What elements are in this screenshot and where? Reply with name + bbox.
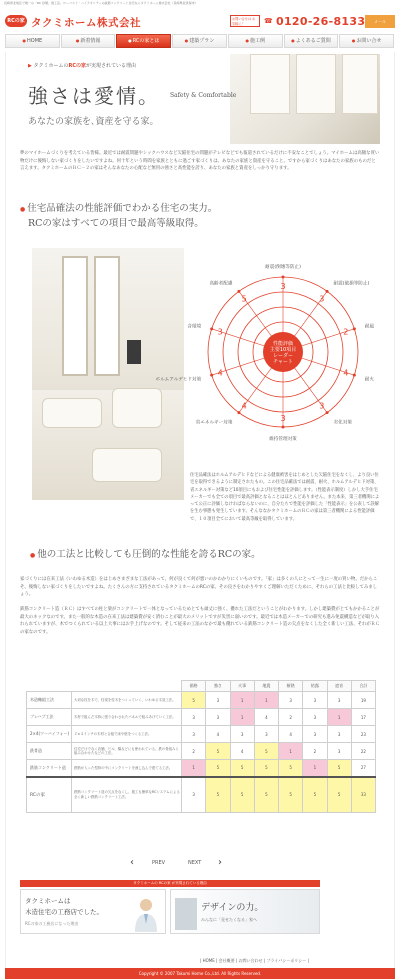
nav-bullet-icon: ● [22,38,27,43]
tall-window [62,256,88,376]
hero-photo [230,54,380,144]
nav-bullet-icon: ● [75,38,80,43]
footer-copyright: Copyright © 2007 Takumi Home Co.,Ltd. All Rights Reserved. [5,968,395,979]
radar-axis-label: 高齢者配慮 [209,281,233,287]
phone-icon: ☎ [264,17,273,25]
radar-level-label: 2 [343,327,349,337]
table-row [27,743,376,760]
radar-level-label: 3 [319,294,325,304]
score-cell: 19 [351,692,375,709]
section2-para1: 家づくりには在来工法（いわゆる木造）をはじめさまざまな工法があって、何が良くて何が悪いのかわかりにくいものです。「家」は多くの人にとって一生に一度の買い物。だからこそ、後悔しない家づくりをしたいですよね。たくさんの方に支持されているタクミホームのRCの家、その良さをわかりやすくご理解いただくために、それらの工法と比較してみましょう。 [20,577,378,597]
table-corner [27,681,72,692]
nav-bullet-icon: ● [291,38,295,43]
column-header: 強さ [206,681,230,692]
score-cell: 4 [230,743,254,760]
radar-axis-label: 耐火 [364,377,374,383]
method-description: 大切な柱を木で、柱梁を柱木をつくっていく、いわゆる木造工法。 [72,692,182,709]
mail-button[interactable]: メール [365,15,395,28]
radar-center-text: レーダー [272,353,294,359]
banner-top-bar: タクミホームの RCの家 が実現されている理由 [20,880,320,887]
radar-point [210,327,213,330]
banner-left-line2: 木造住宅の工務店でした。 [25,908,103,916]
radar-chart [155,242,378,467]
table-header-row [27,681,376,692]
score-cell: 4 [206,726,230,743]
hero-tagline: ▶ タクミホームのRCの家が実現されている理由 [28,63,137,69]
hero-subtitle: あなたの家族を､資産を守る家。 [28,117,159,127]
score-cell: 3 [303,692,327,709]
score-cell: 3 [327,726,351,743]
table-row [27,726,376,743]
radar-level-label: 3 [280,282,286,291]
footer-links[interactable]: | HOME | 会社概要 | お問い合わせ | プライバシーポリシー | [200,958,309,963]
radar-axis-label: 音環境 [187,324,202,330]
method-name: RCの家 [27,777,72,813]
radar-point [210,374,213,377]
nav-home[interactable]: ●HOME [5,34,60,48]
score-cell: 5 [279,760,303,777]
sofa [42,398,102,428]
radar-level-label: 5 [241,294,247,304]
section1-heading: ● 住宅品確法の性能評価でわかる住宅の実力。 RCの家はすべての項目で最高等級取得。 [20,203,218,229]
column-header: 価格 [182,681,206,692]
nav-bullet-icon: ● [128,38,132,43]
radar-point [353,327,356,330]
radar-point [282,276,285,279]
method-description: 住宅だけでなく店舗、ビル、橋などにも使われている、鉄の骨組みと組み合わせたなどの工法。 [72,743,182,760]
score-cell: 2 [279,709,303,726]
bottom-banner [20,880,320,938]
phone-number[interactable]: 0120-26-8133 [276,15,366,28]
score-cell: 5 [206,760,230,777]
score-cell: 2 [182,743,206,760]
score-cell: 1 [327,709,351,726]
radar-level-label: 3 [217,327,223,337]
score-cell: 3 [230,726,254,743]
sofa [112,388,162,428]
radar-point [353,374,356,377]
method-description: 鉄筋が入った型枠の中にコンクリートを流し込んで建てる工法。 [72,760,182,777]
banner-right-title: デザインの力。 [201,903,264,913]
score-cell: 3 [206,692,230,709]
comparison-table [26,680,376,813]
score-cell: 33 [351,777,375,813]
score-cell: 5 [254,743,278,760]
nav-contact[interactable]: ●お問い合せ [339,34,394,48]
score-cell: 5 [206,777,230,813]
logo-badge[interactable]: RCの家 [5,15,27,27]
stove [127,340,141,364]
table-corner [72,681,182,692]
score-cell: 5 [254,760,278,777]
method-description: 木材で組んだ木枠に張り合わされたパネルで組みあげていく工法。 [72,709,182,726]
bullet-icon: ● [30,552,36,559]
site-header [0,6,400,34]
score-cell: 1 [230,692,254,709]
radar-center-text: チャート [273,359,293,365]
house-image [175,898,197,930]
radar-point [326,411,329,414]
radar-level-label: 3 [319,401,325,411]
table-row [27,692,376,709]
prev-arrow-icon[interactable]: ‹ [130,857,134,868]
score-cell: 5 [182,692,206,709]
table-row [27,709,376,726]
window-pane [342,54,378,114]
tall-window [94,256,120,376]
column-header: 合計 [351,681,375,692]
score-cell: 3 [327,743,351,760]
radar-axis-label: 耐震(破損等防止) [333,281,370,287]
nav-news[interactable]: ●新着情報 [61,34,116,48]
score-cell: 1 [230,709,254,726]
window-pane [296,54,336,114]
score-cell: 23 [351,726,375,743]
score-cell: 5 [230,760,254,777]
section2-heading: ● 他の工法と比較しても圧倒的な性能を誇るRCの家。 [30,549,261,560]
radar-axis-label: 省エネルギー対策 [195,420,233,426]
score-cell: 3 [254,726,278,743]
banner-left-line1: タクミホームは [25,897,71,905]
nav-about-rc[interactable]: ●RCの家とは [116,34,171,48]
score-cell: 3 [327,692,351,709]
pager [130,858,240,870]
column-header: 結露 [303,681,327,692]
score-cell: 3 [303,726,327,743]
table-row [27,760,376,777]
method-name: プレハブ工法 [27,709,72,726]
nav-faq[interactable]: ●よくあるご質問 [284,34,339,48]
method-name: 鉄筋コンクリート造 [27,760,72,777]
score-cell: 5 [206,743,230,760]
company-name[interactable]: タクミホーム株式会社 [31,17,141,29]
score-cell: 1 [254,692,278,709]
score-cell: 4 [254,709,278,726]
score-cell: 1 [303,760,327,777]
prev-link[interactable]: PREV [152,860,166,866]
nav-bullet-icon: ● [245,38,249,43]
banner-right-sub: みんなに「見せたくなる」家へ [201,917,257,922]
column-header: 断熱 [279,681,303,692]
score-cell: 5 [327,777,351,813]
comparison-body [27,692,376,813]
arrow-icon: ▶ [28,63,32,69]
interior-photo [32,248,184,500]
score-cell: 5 [254,777,278,813]
nav-bullet-icon: ● [351,38,356,43]
section2-para2: 鉄筋コンクリート造（ＲＣ）はすべての柱と梁がコンクリートで一体となっているためとても頑丈に強く、優れた工法だということがわかります。しかし建築費がとてもかかることが最大のネックなのです。また一般的な木造の在来工法は建築費が安く済むことが最大のメリットですが災害に弱いのです。最近では木造メーカーでの研究も進み免震構造などが取り入れられていますが、木でつくられている以上大事にはお手上げなのです。そして従来の工法のなかで最も優れている鉄筋コンクリート造の欠点をなくした全く新しい工法、それがＲＣの家なのです。 [20,607,380,635]
contact-label: お問い合せは お気軽に！ [230,15,260,27]
score-cell: 5 [279,777,303,813]
column-header: 地震 [254,681,278,692]
banner-right-link[interactable] [170,889,320,934]
banner-left-link[interactable] [20,889,166,934]
person-image [133,896,159,932]
score-cell: 1 [279,743,303,760]
score-cell: 5 [327,760,351,777]
hero-title: 強さは愛情。 [28,84,160,108]
radar-center-text: 性能評価 [272,341,294,347]
intro-text: 夢のマイホームづくりを考えている皆様。最近では耐震問題やシックハウスなど欠陥住宅の問題がテレビなどでも報道されているだけに不安なことでしょう。マイホームは高額な買い物だけに後悔しない家づくりをしたいですよね。何十年という時間を家族とともに過ごす家づくりは、あなたの家族と資産を守ること。ですから家づくりはあなたの家族のものだと言えます。タクミホームのＲＣ－２の家はそんなあなたの心配など無用の強さと高性能を誇り、あなたの家族と資産をしっかり守ります。 [20,151,380,171]
next-arrow-icon[interactable]: › [218,857,222,868]
score-cell: 3 [303,709,327,726]
performance-text: 住宅品確法はホルムアルデヒドなどによる健康被害をはじめとした欠陥住宅をなくし、より良い住宅を取得できるように制定されたもの。この住宅品確法では耐震、耐火、ホルムアルデヒド対策、省エネルギー対策など10項目にもおよび住宅性能を評価します。（性能表示制度）しかし大手住宅メーカーでも全ての項目で最高評価となることはほとんどありません。また本来、第三者機関によって公正に評価しなければならないのに、自分たちで性能を評価した「性能表示」を公表して誤解を生む事態も発生しています。そんななかタクミホームのＲＣの家は第三者機関による性能評価で、１０項目全てにおいて最高等級を取得しています。 [190,473,380,522]
hero-title-en: Safety & Comfortable [170,92,237,99]
next-link[interactable]: NEXT [188,860,202,866]
nav-plans[interactable]: ●建築プラン [172,34,227,48]
score-cell: 5 [230,777,254,813]
window-pane [250,54,290,114]
radar-point [326,290,329,293]
radar-level-label: 4 [241,401,247,411]
column-header: 火事 [230,681,254,692]
radar-axis-label: ホルムアルデヒド対策 [155,377,202,383]
hero [20,54,380,144]
score-cell: 5 [303,777,327,813]
table-row [27,777,376,813]
sofa [92,448,162,482]
radar-center-text: 主要10項目 [269,347,297,353]
method-name: 鉄骨造 [27,743,72,760]
radar-point [282,426,285,429]
score-cell: 4 [279,726,303,743]
nav-bullet-icon: ● [184,38,189,43]
radar-point [237,411,240,414]
method-name: 木造軸組工法 [27,692,72,709]
score-cell: 17 [351,709,375,726]
radar-axis-label: 維持管理対策 [269,437,297,442]
radar-axis-label: 劣化対策 [333,420,352,426]
score-cell: 22 [351,743,375,760]
score-cell: 3 [206,709,230,726]
radar-axis-label: 耐震(倒壊等防止) [265,265,301,270]
score-cell: 27 [351,760,375,777]
method-description: 鉄筋コンクリート造の欠点をなくし、施工も簡単なRCシステムによる全く新しい鉄筋コンクリート工法。 [72,777,182,813]
radar-svg [155,242,378,467]
radar-level-label: 4 [217,368,223,378]
top-strip-text: 長崎県北地区で唯一の「RC 砂層」施工店。ローコスト・ハイクオリティの鉄筋コンクリート住宅ならタクミホーム株式会社（長崎県佐世保市） [4,1,198,5]
radar-point [237,290,240,293]
radar-level-label: 3 [280,414,286,423]
score-cell: 2 [303,743,327,760]
banner-left-sub: RCの家の工務店になった理由 [25,921,79,926]
score-cell: 3 [182,709,206,726]
method-description: ２×４インチの木材と合板で床や壁をつくる工法。 [72,726,182,743]
score-cell: 3 [279,692,303,709]
score-cell: 1 [182,760,206,777]
radar-axis-label: 耐風 [364,324,374,330]
score-cell: 3 [182,726,206,743]
radar-level-label: 4 [343,368,349,378]
main-nav [5,34,395,50]
method-name: 2×4(ツーバイフォー) [27,726,72,743]
column-header: 遮音 [327,681,351,692]
bullet-icon: ● [20,206,26,213]
nav-works[interactable]: ●施工例 [228,34,283,48]
score-cell: 3 [182,777,206,813]
